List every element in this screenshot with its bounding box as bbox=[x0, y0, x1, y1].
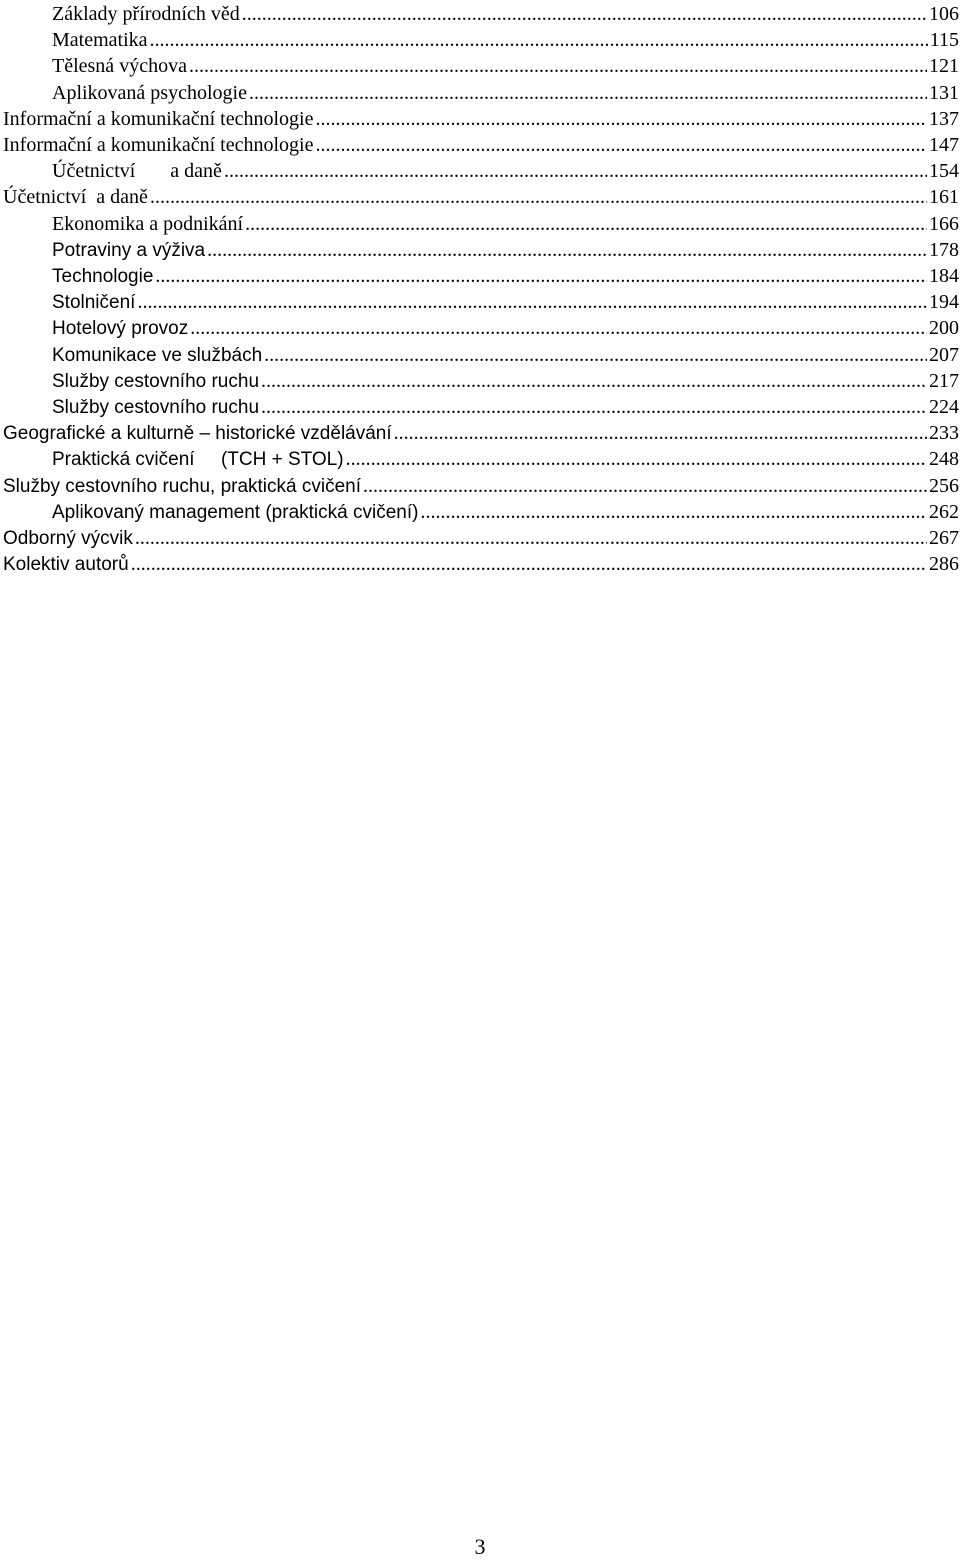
toc-entry-page: 121 bbox=[929, 55, 959, 78]
toc-entry-title: Základy přírodních věd bbox=[52, 3, 240, 25]
toc-entry-page: 178 bbox=[929, 238, 959, 261]
toc-entry-page: 194 bbox=[929, 291, 959, 314]
toc-dot-leader bbox=[224, 158, 927, 184]
toc-entry-title: Služby cestovního ruchu bbox=[52, 397, 260, 418]
toc-entry-title: Ekonomika a podnikání bbox=[52, 212, 244, 235]
toc-entry-title: Potraviny a výživa bbox=[52, 239, 206, 261]
toc-entry[interactable] bbox=[0, 473, 960, 499]
toc-entry-title: Technologie bbox=[52, 266, 154, 287]
toc-entry-page: 200 bbox=[929, 317, 959, 340]
toc-entry-page: 224 bbox=[929, 396, 959, 418]
toc-entry[interactable] bbox=[0, 184, 960, 210]
toc-entry-title: Účetnictví a daně bbox=[3, 186, 148, 209]
toc-entry[interactable] bbox=[0, 525, 960, 551]
toc-entry-page: 267 bbox=[929, 527, 959, 549]
toc-entry-page: 286 bbox=[929, 553, 959, 576]
toc-entry-page: 207 bbox=[929, 343, 959, 366]
toc-dot-leader bbox=[190, 315, 927, 341]
toc-dot-leader bbox=[261, 368, 927, 394]
toc-dot-leader bbox=[242, 1, 927, 27]
toc-entry[interactable] bbox=[0, 368, 960, 394]
toc-dot-leader bbox=[155, 263, 927, 289]
toc-dot-leader bbox=[207, 237, 927, 263]
toc-entry-title: Tělesná výchova bbox=[52, 55, 187, 78]
toc-entry-title: Matematika bbox=[52, 29, 148, 52]
toc-dot-leader bbox=[245, 211, 927, 237]
toc-dot-leader bbox=[315, 132, 927, 158]
toc-dot-leader bbox=[131, 551, 927, 577]
toc-dot-leader bbox=[264, 342, 927, 368]
toc-dot-leader bbox=[249, 80, 927, 106]
toc-entry-page: 166 bbox=[929, 212, 959, 235]
toc-entry-page: 262 bbox=[929, 500, 959, 523]
toc-dot-leader bbox=[363, 473, 927, 499]
toc-entry-title: Služby cestovního ruchu bbox=[52, 370, 260, 392]
toc-dot-leader bbox=[394, 420, 927, 446]
toc-entry[interactable] bbox=[0, 420, 960, 446]
toc-entry-title: Hotelový provoz bbox=[52, 318, 189, 340]
toc-entry[interactable] bbox=[0, 1, 960, 27]
toc-entry-title: Stolničení bbox=[52, 292, 136, 314]
toc-entry-page: 184 bbox=[929, 265, 959, 287]
toc-entry-title: Geografické a kulturně – historické vzdělávání bbox=[3, 423, 392, 445]
toc-entry-title: Aplikovaný management (praktická cvičení) bbox=[52, 501, 419, 523]
toc-entry-title: Informační a komunikační technologie bbox=[3, 134, 314, 156]
toc-entry[interactable] bbox=[0, 53, 960, 79]
toc-dot-leader bbox=[135, 525, 927, 551]
toc-entry-page: 137 bbox=[929, 107, 959, 130]
toc-entry-title: Účetnictví a daně bbox=[52, 160, 222, 183]
toc-entry-page: 248 bbox=[929, 448, 959, 471]
toc-entry[interactable] bbox=[0, 551, 960, 577]
toc-entry[interactable] bbox=[0, 106, 960, 132]
toc-entry[interactable] bbox=[0, 446, 960, 472]
toc-entry-page: 106 bbox=[929, 3, 959, 25]
toc-entry[interactable] bbox=[0, 394, 960, 420]
toc-entry-page: 115 bbox=[929, 29, 959, 52]
toc-dot-leader bbox=[150, 184, 927, 210]
toc-entry-title: Komunikace ve službách bbox=[52, 344, 263, 366]
toc-dot-leader bbox=[420, 499, 927, 525]
toc-entry-title: Informační a komunikační technologie bbox=[3, 107, 314, 130]
toc-dot-leader bbox=[315, 106, 927, 132]
toc-entry-page: 154 bbox=[929, 160, 959, 183]
toc-entry[interactable] bbox=[0, 211, 960, 237]
toc-dot-leader bbox=[189, 53, 927, 79]
toc-entry-title: Aplikovaná psychologie bbox=[52, 81, 247, 104]
toc-entry-title: Odborný výcvik bbox=[3, 528, 133, 549]
page-number: 3 bbox=[474, 1534, 486, 1559]
toc-entry[interactable] bbox=[0, 27, 960, 53]
toc-entry-title: Kolektiv autorů bbox=[3, 554, 129, 576]
toc-entry[interactable] bbox=[0, 499, 960, 525]
toc-dot-leader bbox=[150, 27, 928, 53]
toc-dot-leader bbox=[137, 289, 927, 315]
toc-entry[interactable] bbox=[0, 263, 960, 289]
toc-entry[interactable] bbox=[0, 80, 960, 106]
toc-entry-page: 233 bbox=[929, 422, 959, 445]
toc-entry[interactable] bbox=[0, 289, 960, 315]
toc-entry-page: 147 bbox=[929, 134, 959, 156]
toc-entry[interactable] bbox=[0, 342, 960, 368]
toc-dot-leader bbox=[346, 446, 927, 472]
toc-entry[interactable] bbox=[0, 158, 960, 184]
toc-entry[interactable] bbox=[0, 315, 960, 341]
toc-entry-page: 161 bbox=[929, 186, 959, 209]
toc-entry-page: 256 bbox=[929, 474, 959, 497]
toc-entry-title: Praktická cvičení (TCH + STOL) bbox=[52, 449, 344, 471]
toc-entry[interactable] bbox=[0, 132, 960, 158]
toc-entry-page: 217 bbox=[929, 369, 959, 392]
toc-entry[interactable] bbox=[0, 237, 960, 263]
toc-entry-title: Služby cestovního ruchu, praktická cvičení bbox=[3, 475, 362, 497]
toc-entry-page: 131 bbox=[929, 81, 959, 104]
toc-dot-leader bbox=[261, 394, 927, 420]
